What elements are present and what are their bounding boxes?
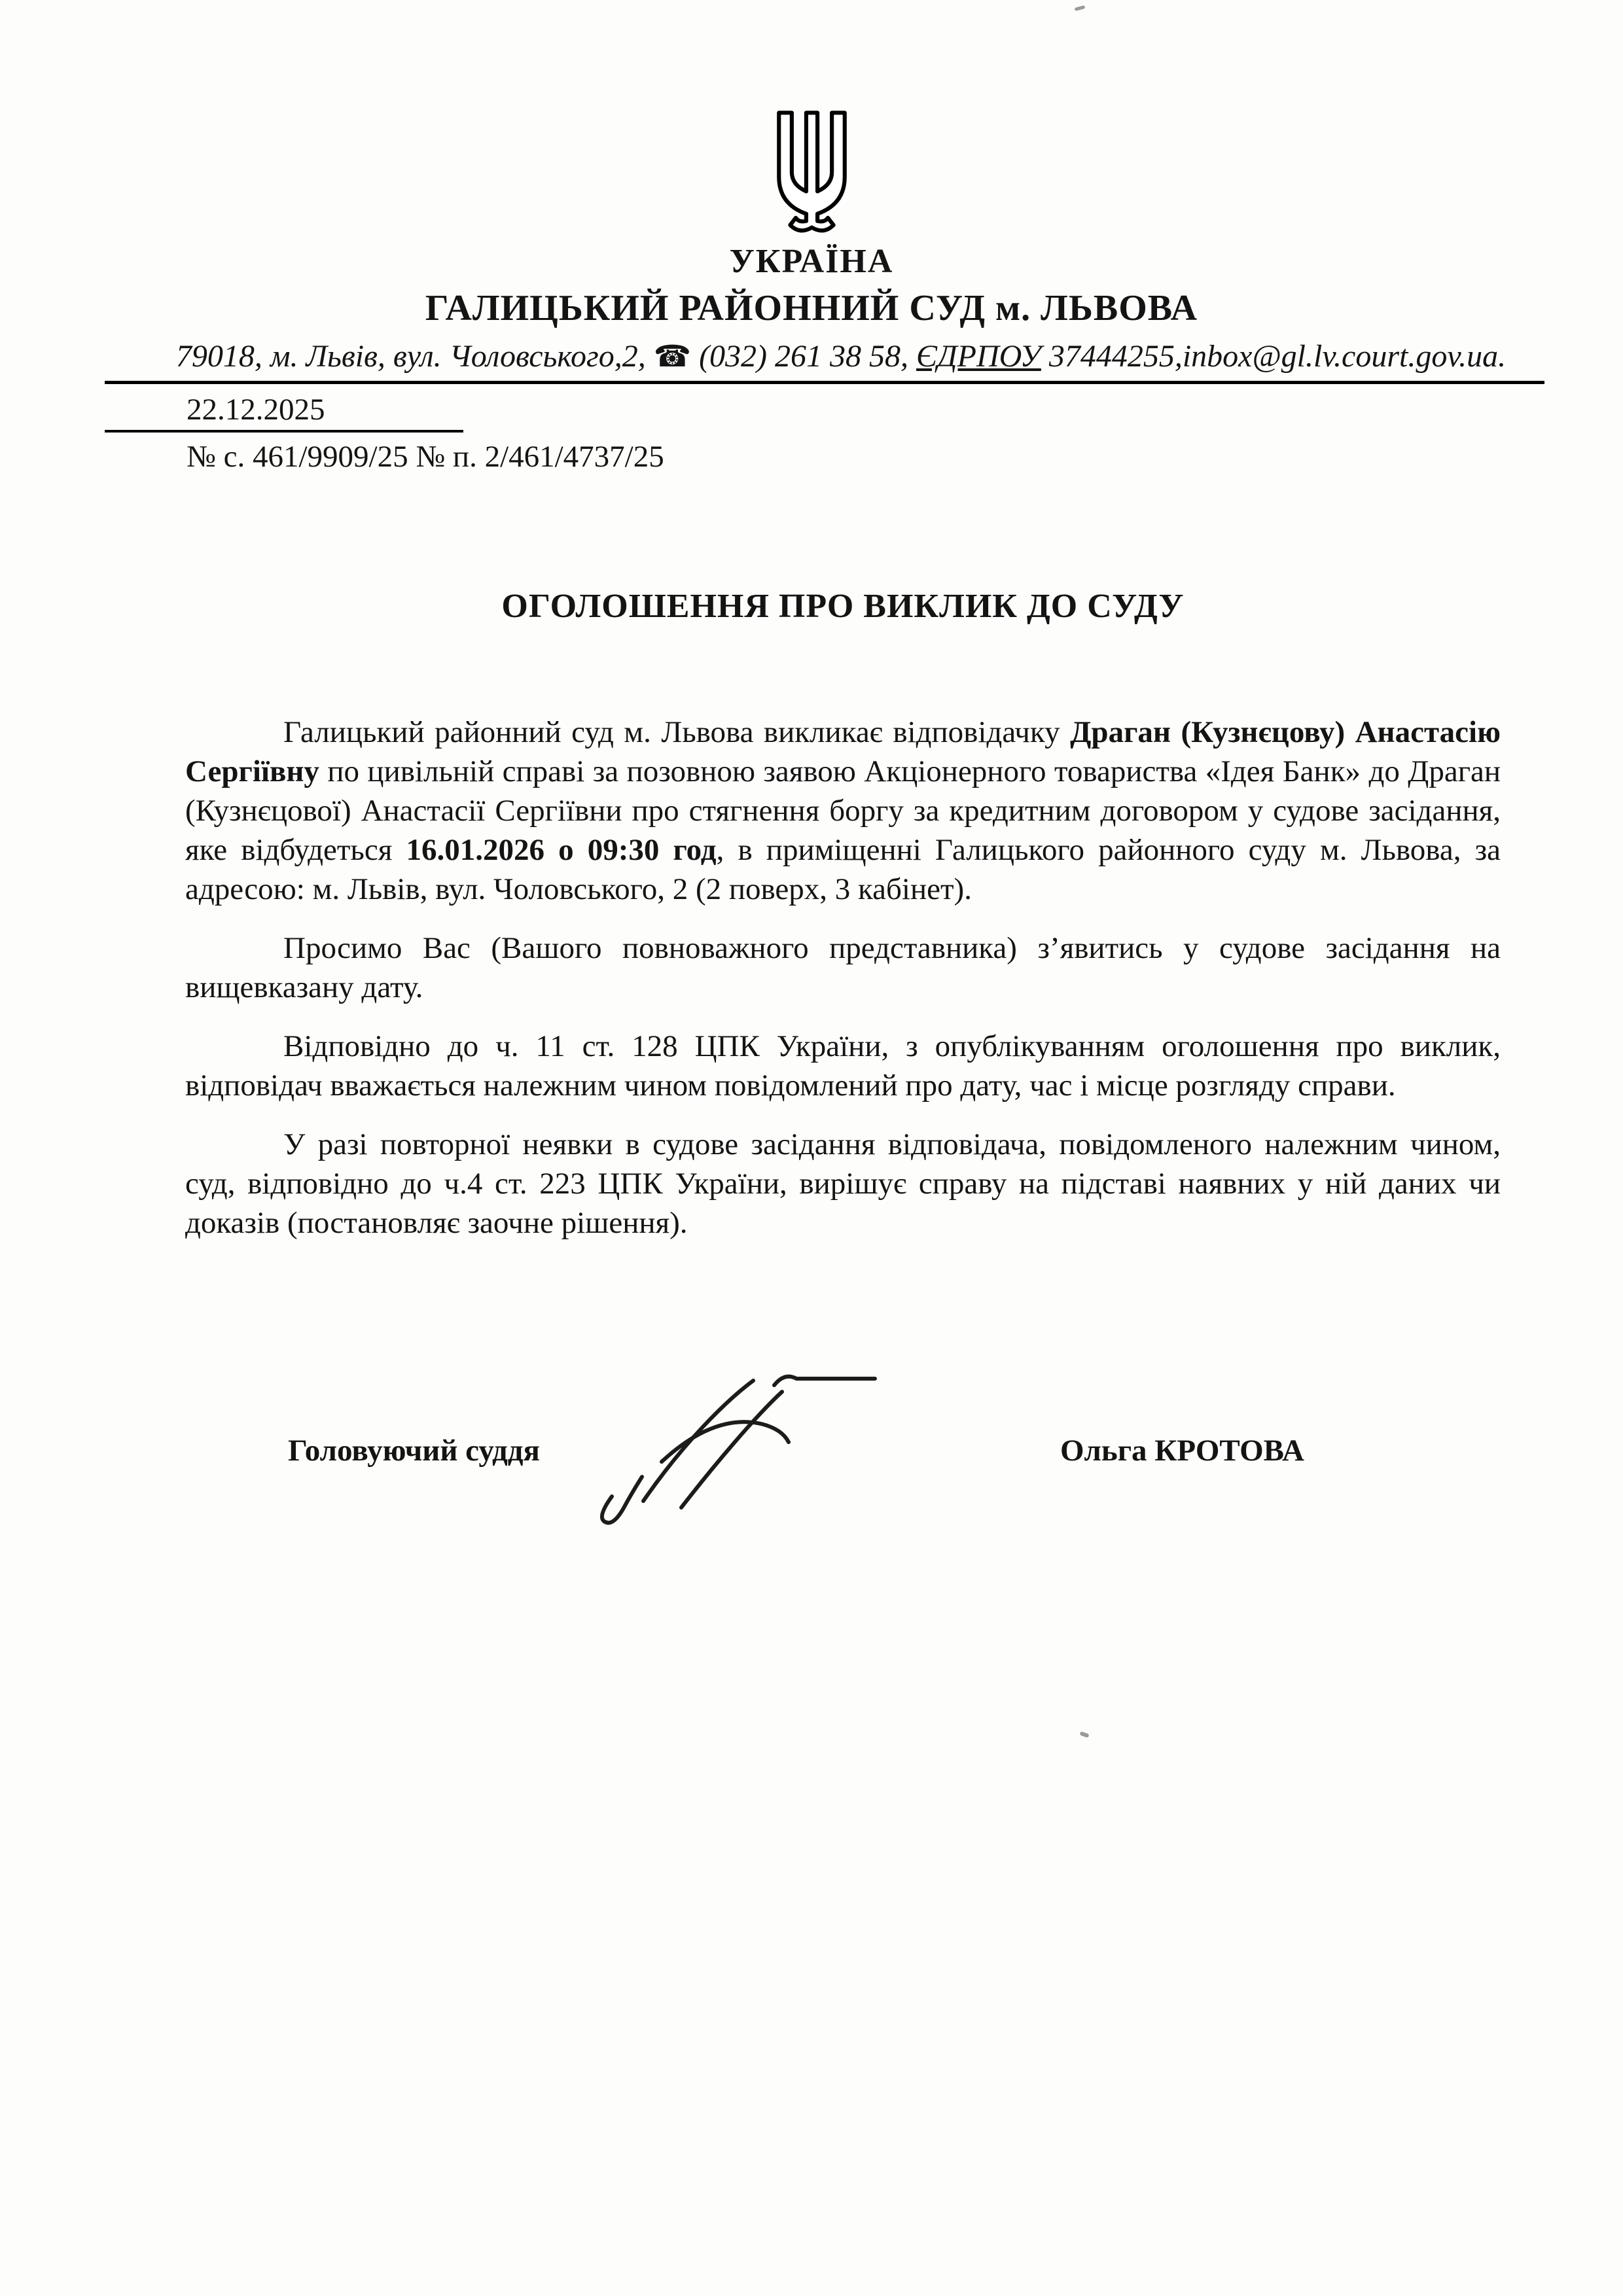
country-name: УКРАЇНА [729, 243, 894, 280]
paragraph-summons [185, 713, 1501, 909]
phone-number: (032) 261 38 58, [691, 339, 917, 374]
document-body [185, 587, 1501, 1470]
paragraph-law-article-223: У разі повторної неявки в судове засідання відповідача, повідомленого належним чином, суд, відповідно до ч.4 ст. 223 ЦПК України, вирішує справу на підставі наявних у ній даних чи доказів (постановляє заочне рішення). [185, 1127, 1501, 1240]
address-text-right: 37444255,inbox@gl.lv.court.gov.ua. [1041, 339, 1507, 374]
header-rule [105, 381, 1544, 384]
trident-icon [768, 108, 856, 239]
address-text-left: 79018, м. Львів, вул. Чоловського,2, [175, 339, 654, 374]
court-address [29, 338, 1623, 374]
summons-text-2: по цивільній справі за позовною заявою Акціонерного товариства «Ідея Банк» до Драган (Кузнєцової) Анастасії Сергіївни про стягнення боргу за кредитним договором у судове засідання, яке відбудеться [185, 754, 1501, 867]
letterhead [0, 0, 1623, 374]
scan-artifact-bottom [1079, 1731, 1089, 1738]
judge-name: Ольга КРОТОВА [1060, 1434, 1304, 1468]
defendant-name: Драган (Кузнєцову) Анастасію Сергіївну [185, 715, 1501, 788]
handwritten-signature [578, 1356, 885, 1539]
paragraph-request: Просимо Вас (Вашого повноважного представника) з’явитись у судове засідання на вищевказану дату. [185, 931, 1501, 1004]
case-numbers: № с. 461/9909/25 № п. 2/461/4737/25 [187, 440, 664, 474]
hearing-datetime: 16.01.2026 о 09:30 год [406, 833, 717, 867]
phone-icon: ☎ [653, 338, 692, 374]
date-underline [105, 430, 463, 433]
summons-text-1: Галицький районний суд м. Львова викликає відповідачку [283, 715, 1071, 749]
court-name: ГАЛИЦЬКИЙ РАЙОННИЙ СУД м. ЛЬВОВА [425, 288, 1198, 328]
summons-text-3: , в приміщенні Галицького районного суду м. Львова, за адресою: м. Львів, вул. Чоловського, 2 (2 поверх, 3 кабінет). [185, 833, 1501, 906]
document-date: 22.12.2025 [187, 393, 325, 427]
document-title: ОГОЛОШЕННЯ ПРО ВИКЛИК ДО СУДУ [501, 588, 1185, 625]
edrpou-label: ЄДРПОУ [916, 339, 1041, 374]
signature-block [185, 1431, 1501, 1470]
paragraph-law-article-128: Відповідно до ч. 11 ст. 128 ЦПК України, з опублікуванням оголошення про виклик, відповідач вважається належним чином повідомлений про дату, час і місце розгляду справи. [185, 1029, 1501, 1103]
judge-role-label: Головуючий суддя [288, 1434, 540, 1468]
coat-of-arms [0, 0, 1623, 239]
